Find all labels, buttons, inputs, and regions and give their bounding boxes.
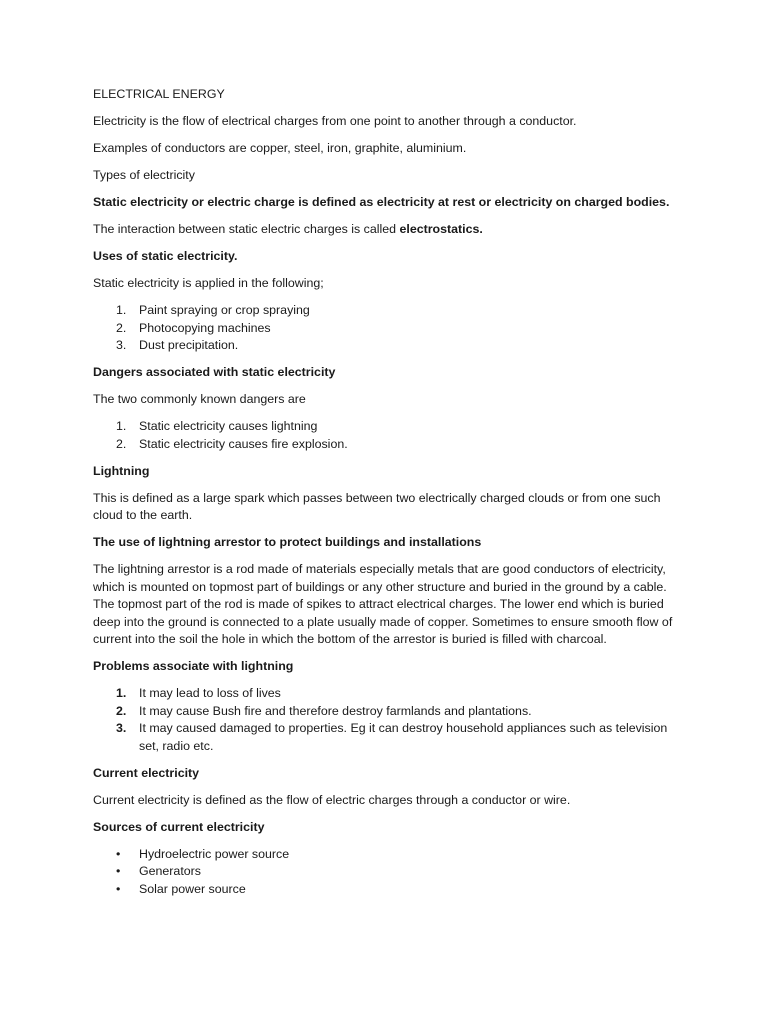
electrostatics-term: electrostatics. (399, 222, 483, 236)
list-number: 1. (116, 303, 127, 317)
document-body (93, 86, 673, 908)
list-text: It may lead to loss of lives (139, 686, 281, 700)
list-item (93, 703, 673, 721)
list-text: Paint spraying or crop spraying (139, 303, 310, 317)
list-number: 1. (116, 419, 127, 433)
list-number: 1. (116, 686, 127, 700)
list-number: 2. (116, 703, 127, 718)
list-number: 2. (116, 320, 127, 335)
current-electricity-definition: Current electricity is defined as the flow of electric charges through a conductor or wire. (93, 792, 571, 807)
list-text: It may cause Bush fire and therefore destroy farmlands and plantations. (139, 703, 532, 718)
heading-dangers: Dangers associated with static electricity (93, 365, 336, 379)
list-text: Solar power source (139, 881, 246, 896)
list-text: Dust precipitation. (139, 338, 239, 352)
dangers-intro: The two commonly known dangers are (93, 392, 306, 406)
list-text: Hydroelectric power source (139, 846, 290, 861)
bullet-icon: • (116, 846, 121, 861)
bullet-icon: • (116, 864, 121, 878)
list-number: 2. (116, 436, 127, 451)
heading-problems: Problems associate with lightning (93, 659, 294, 673)
list-item (93, 418, 673, 436)
paragraph-types: Types of electricity (93, 168, 195, 182)
list-text: Generators (139, 864, 201, 878)
list-item (93, 685, 673, 703)
uses-intro: Static electricity is applied in the following; (93, 276, 324, 290)
list-item (93, 881, 673, 899)
heading-current-electricity: Current electricity (93, 765, 200, 780)
heading-arrestor: The use of lightning arrestor to protect buildings and installations (93, 535, 482, 549)
list-item (93, 863, 673, 881)
sources-list (93, 846, 673, 899)
arrestor-paragraph: The lightning arrestor is a rod made of materials especially metals that are good conductors of electricity, which is mounted on topmost part of buildings or any other structure and buried in the ground by a cable. The topmost part of the rod is made of spikes to attract electrical charges. The lower end which is buried deep into the ground is connected to a plate usually made of copper. Sometimes to ensure smooth flow of current into the soil the hole in which the bottom of the arrestor is buried is filled with charcoal. (93, 562, 673, 646)
list-item (93, 720, 673, 755)
document-title: ELECTRICAL ENERGY (93, 87, 225, 101)
list-text: Static electricity causes lightning (139, 419, 318, 433)
problems-list (93, 685, 673, 755)
uses-list (93, 302, 673, 355)
list-text: Static electricity causes fire explosion. (139, 436, 348, 451)
bullet-icon: • (116, 881, 121, 896)
list-item (93, 337, 673, 355)
heading-uses: Uses of static electricity. (93, 249, 238, 263)
dangers-list (93, 418, 673, 453)
heading-lightning: Lightning (93, 463, 150, 478)
list-item (93, 302, 673, 320)
lightning-definition: This is defined as a large spark which passes between two electrically charged clouds or from one such cloud to the earth. (93, 490, 661, 522)
list-item (93, 436, 673, 454)
list-number: 3. (116, 338, 127, 352)
list-text: It may caused damaged to properties. Eg it can destroy household appliances such as television set, radio etc. (139, 721, 668, 753)
list-number: 3. (116, 721, 127, 735)
list-text: Photocopying machines (139, 320, 271, 335)
list-item (93, 846, 673, 864)
paragraph-conductor-examples: Examples of conductors are copper, steel, iron, graphite, aluminium. (93, 141, 467, 155)
heading-sources: Sources of current electricity (93, 819, 265, 834)
paragraph-electrostatics (93, 221, 673, 239)
list-item (93, 320, 673, 338)
interaction-text: The interaction between static electric charges is called (93, 222, 400, 236)
paragraph-electricity-definition: Electricity is the flow of electrical charges from one point to another through a conductor. (93, 114, 577, 128)
static-electricity-definition: Static electricity or electric charge is defined as electricity at rest or electricity on charged bodies. (93, 195, 670, 209)
